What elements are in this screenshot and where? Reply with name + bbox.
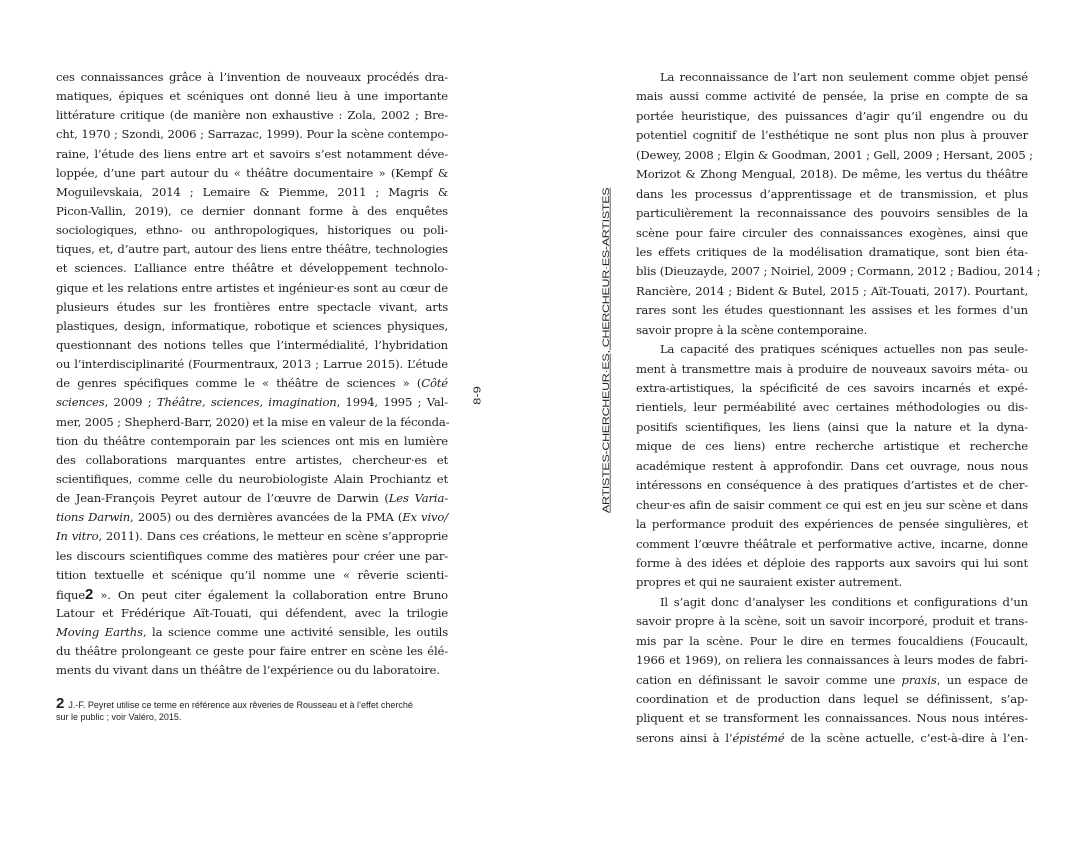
text-segment: mique de ces liens) entre recherche artistique et recherche <box>636 439 1028 454</box>
text-line <box>636 535 1028 554</box>
text-line <box>56 279 448 298</box>
text-segment: La capacité des pratiques scéniques actuelles non pas seule- <box>660 342 1028 357</box>
text-line <box>56 585 448 604</box>
text-segment: , 1994, 1995 ; Val- <box>336 395 448 410</box>
text-segment: blis (Dieuzayde, 2007 ; Noiriel, 2009 ; Cormann, 2012 ; Badiou, 2014 ; <box>636 264 1041 279</box>
text-segment: cation en définissant le savoir comme une <box>636 672 902 687</box>
text-line <box>56 317 448 336</box>
text-line <box>56 527 448 546</box>
text-line <box>636 146 1033 165</box>
text-segment: gique et les relations entre artistes et ingénieur·es sont au cœur de <box>56 280 448 295</box>
footnote-line: sur le public ; voir Valéro, 2015. <box>56 712 182 722</box>
text-line <box>56 145 448 164</box>
text-segment: du théâtre prolongeant ce geste pour faire entrer en scène les élé- <box>56 644 448 659</box>
text-line <box>56 259 448 278</box>
text-segment: tion du théâtre contemporain par les sciences ont mis en lumière <box>56 433 448 448</box>
text-segment: Il s’agit donc d’analyser les conditions et configurations d’un <box>660 594 1028 609</box>
text-line <box>56 508 448 527</box>
text-segment: cheur·es afin de saisir comment ce qui est en jeu sur scène et dans <box>636 497 1028 512</box>
text-line <box>56 604 448 623</box>
text-line <box>636 204 1028 223</box>
text-line <box>636 418 1028 437</box>
text-line <box>56 393 448 412</box>
text-segment: Morizot & Zhong Mengual, 2018). De même, les vertus du théâtre <box>636 167 1028 182</box>
text-segment: pliquent et se transforment les connaissances. Nous nous intéres- <box>636 711 1028 726</box>
text-line <box>636 224 1028 243</box>
text-line <box>56 298 448 317</box>
text-segment: ces connaissances grâce à l’invention de nouveaux procédés dra- <box>56 70 448 84</box>
running-title: ARTISTES-CHERCHEUR·ES, CHERCHEUR·ES-ARTISTES <box>600 187 612 513</box>
text-segment: , 2011). Dans ces créations, le metteur en scène s’approprie <box>98 529 448 544</box>
text-line <box>636 632 1028 651</box>
text-line <box>56 374 448 393</box>
text-line <box>636 301 1028 320</box>
text-segment: tiques, et, d’autre part, autour des liens entre théâtre, technologies <box>56 242 448 257</box>
text-line <box>636 709 1028 728</box>
text-segment: ou l’interdisciplinarité (Fourmentraux, 2013 ; Larrue 2015). L’étude <box>56 357 448 372</box>
text-segment: , 2005) ou des dernières avancées de la PMA ( <box>130 510 403 525</box>
text-segment: cht, 1970 ; Szondi, 2006 ; Sarrazac, 1999). Pour la scène contempo- <box>56 127 448 142</box>
text-segment: comment l’œuvre théâtrale et performative active, incarne, donne <box>636 536 1028 551</box>
text-segment: intéressons en conséquence à des pratiques d’artistes et de cher- <box>636 478 1028 493</box>
text-line <box>636 126 1028 145</box>
text-line <box>56 164 448 183</box>
text-line <box>56 202 448 221</box>
italic-text: sciences <box>56 395 105 410</box>
text-line <box>636 165 1028 184</box>
footnote-reference: 2 <box>85 585 94 603</box>
italic-text: tions Darwin <box>56 510 131 525</box>
text-segment: de Jean-François Peyret autour de l’œuvre de Darwin ( <box>56 491 389 506</box>
text-segment: raine, l’étude des liens entre art et savoirs s’est notamment déve- <box>56 146 448 161</box>
text-line <box>636 729 1028 748</box>
text-segment: fique <box>56 587 85 602</box>
text-segment: scène pour faire circuler des connaissances exogènes, ainsi que <box>636 225 1028 240</box>
text-segment: forme à des idées et déploie des rapports aux savoirs qui lui sont <box>636 555 1028 570</box>
footnote-number: 2 <box>56 695 65 712</box>
italic-text: Moving Earths <box>56 625 143 640</box>
text-segment: Moguilevskaia, 2014 ; Lemaire & Piemme, 2011 ; Magris & <box>56 184 448 199</box>
text-segment: mis par la scène. Pour le dire en termes foucaldiens (Foucault, <box>636 633 1028 648</box>
text-line <box>56 413 448 432</box>
text-segment: ments du vivant dans un théâtre de l’expérience ou du laboratoire. <box>56 663 440 678</box>
text-line <box>56 336 448 355</box>
text-line <box>636 496 1028 515</box>
text-line <box>56 240 448 259</box>
text-line <box>636 554 1028 573</box>
text-segment: rientiels, leur perméabilité avec certaines méthodologies ou dis- <box>636 400 1028 415</box>
text-segment: académique restent à approfondir. Dans cet ouvrage, nous nous <box>636 458 1028 473</box>
text-segment: plusieurs études sur les frontières entre spectacle vivant, arts <box>56 299 448 314</box>
text-segment: positifs scientifiques, les liens (ainsi que la nature et la dyna- <box>636 419 1028 434</box>
page-numbers: 8-9 <box>471 386 483 405</box>
text-segment: ment à transmettre mais à produire de nouveaux savoirs méta- ou <box>636 361 1028 376</box>
italic-text: Les Varia- <box>388 491 448 506</box>
text-segment: (Dewey, 2008 ; Elgin & Goodman, 2001 ; Gell, 2009 ; Hersant, 2005 ; <box>636 147 1033 162</box>
text-line <box>636 671 1028 690</box>
text-line <box>636 612 1028 631</box>
text-segment: 1966 et 1969), on reliera les connaissances à leurs modes de fabri- <box>636 653 1028 668</box>
text-segment: propres et qui ne sauraient exister autrement. <box>636 575 903 590</box>
italic-text: In vitro <box>56 529 99 544</box>
text-line <box>56 432 448 451</box>
text-line <box>636 398 1028 417</box>
text-line <box>636 87 1028 106</box>
text-segment: savoir propre à la scène contemporaine. <box>636 322 868 337</box>
text-segment: littérature critique (de manière non exhaustive : Zola, 2002 ; Bre- <box>56 108 448 123</box>
text-segment: savoir propre à la scène, soit un savoir incorporé, produit et trans- <box>636 614 1028 629</box>
text-segment: de genres spécifiques comme le « théâtre de sciences » ( <box>56 376 422 391</box>
text-segment: dans les processus d’apprentissage et de transmission, et plus <box>636 186 1028 201</box>
text-line <box>56 68 448 87</box>
text-line <box>636 379 1028 398</box>
text-line <box>636 321 1028 340</box>
text-segment: particulièrement la reconnaissance des pouvoirs sensibles de la <box>636 206 1028 221</box>
text-segment: les discours scientifiques comme des matières pour créer une par- <box>56 548 448 563</box>
text-segment: les effets critiques de la modélisation dramatique, sont bien éta- <box>636 244 1028 259</box>
text-line <box>56 661 448 680</box>
text-segment: et sciences. L’alliance entre théâtre et développement technolo- <box>56 261 448 276</box>
text-segment: de la scène actuelle, c’est-à-dire à l’en- <box>784 730 1029 745</box>
text-line <box>56 547 448 566</box>
italic-text: épistémé <box>732 730 785 745</box>
text-segment: , la science comme une activité sensible, les outils <box>142 625 448 640</box>
text-line <box>636 457 1028 476</box>
footnote <box>56 695 456 723</box>
text-segment: extra-artistiques, la spécificité de ces savoirs incarnés et expé- <box>636 381 1028 395</box>
text-segment: Latour et Frédérique Aït-Touati, qui défendent, avec la trilogie <box>56 605 448 620</box>
text-line <box>636 340 1028 359</box>
text-line <box>56 355 448 374</box>
text-line <box>636 476 1028 495</box>
text-line <box>56 87 448 106</box>
text-line <box>56 566 448 585</box>
text-line <box>56 106 448 125</box>
text-segment: scientifiques, comme celle du neurobiologiste Alain Prochiantz et <box>56 471 448 486</box>
text-segment: mer, 2005 ; Shepherd-Barr, 2020) et la mise en valeur de la féconda- <box>56 414 450 429</box>
right-page-body <box>636 68 1041 748</box>
text-segment: , un espace de <box>936 672 1028 687</box>
text-segment: tition textuelle et scénique qu’il nomme une « rêverie scienti- <box>56 567 448 582</box>
italic-text: Théâtre, sciences, imagination <box>156 395 337 410</box>
text-line <box>636 651 1028 670</box>
text-line <box>636 243 1028 262</box>
text-segment: la performance produit des expériences de pensée singulières, et <box>636 517 1028 532</box>
text-line <box>636 282 1028 301</box>
left-page-body <box>56 68 448 681</box>
text-segment: portée heuristique, des puissances d’agir qu’il engendre ou du <box>636 108 1028 123</box>
text-line <box>56 642 448 661</box>
text-segment: matiques, épiques et scéniques ont donné lieu à une importante <box>56 89 448 104</box>
text-line <box>636 262 1041 281</box>
text-segment: , 2009 ; <box>104 395 157 410</box>
text-segment: coordination et de production dans lequel se définissent, s’ap- <box>636 692 1028 706</box>
text-segment: Picon-Vallin, 2019), ce dernier donnant forme à des enquêtes <box>56 203 448 218</box>
text-line <box>56 125 448 144</box>
text-line <box>636 593 1028 612</box>
italic-text: Côté <box>421 376 448 391</box>
text-segment: ». On peut citer également la collaboration entre Bruno <box>93 587 448 602</box>
text-line <box>636 107 1028 126</box>
text-line <box>56 183 448 202</box>
text-segment: mais aussi comme activité de pensée, la prise en compte de sa <box>636 89 1028 104</box>
text-line <box>636 185 1028 204</box>
text-line <box>636 360 1028 379</box>
text-line <box>56 451 448 470</box>
text-line <box>636 690 1028 709</box>
text-line <box>636 437 1028 456</box>
text-segment: serons ainsi à l’ <box>636 730 733 745</box>
text-segment: des collaborations marquantes entre artistes, chercheur·es et <box>56 452 448 467</box>
text-segment: loppée, d’une part autour du « théâtre documentaire » (Kempf & <box>56 165 448 180</box>
text-line <box>636 68 1028 87</box>
italic-text: praxis <box>901 672 937 687</box>
text-segment: sociologiques, ethno- ou anthropologiques, historiques ou poli- <box>56 223 448 238</box>
text-segment: La reconnaissance de l’art non seulement comme objet pensé <box>660 70 1028 84</box>
text-segment: questionnant des notions telles que l’intermédialité, l’hybridation <box>56 337 448 352</box>
footnote-line: J.-F. Peyret utilise ce terme en référence aux rêveries de Rousseau et à l’effet cherché <box>68 700 413 710</box>
text-line <box>636 573 1028 592</box>
text-line <box>636 515 1028 534</box>
text-line <box>56 623 448 642</box>
text-line <box>56 489 448 508</box>
italic-text: Ex vivo/ <box>402 510 449 525</box>
text-segment: rares sont les études questionnant les assises et les formes d’un <box>636 303 1028 318</box>
text-line <box>56 470 448 489</box>
text-segment: plastiques, design, informatique, robotique et sciences physiques, <box>56 318 448 333</box>
text-line <box>56 221 448 240</box>
text-segment: Rancière, 2014 ; Bident & Butel, 2015 ; Aït-Touati, 2017). Pourtant, <box>636 283 1028 298</box>
text-segment: potentiel cognitif de l’esthétique ne sont plus non plus à prouver <box>636 128 1028 143</box>
